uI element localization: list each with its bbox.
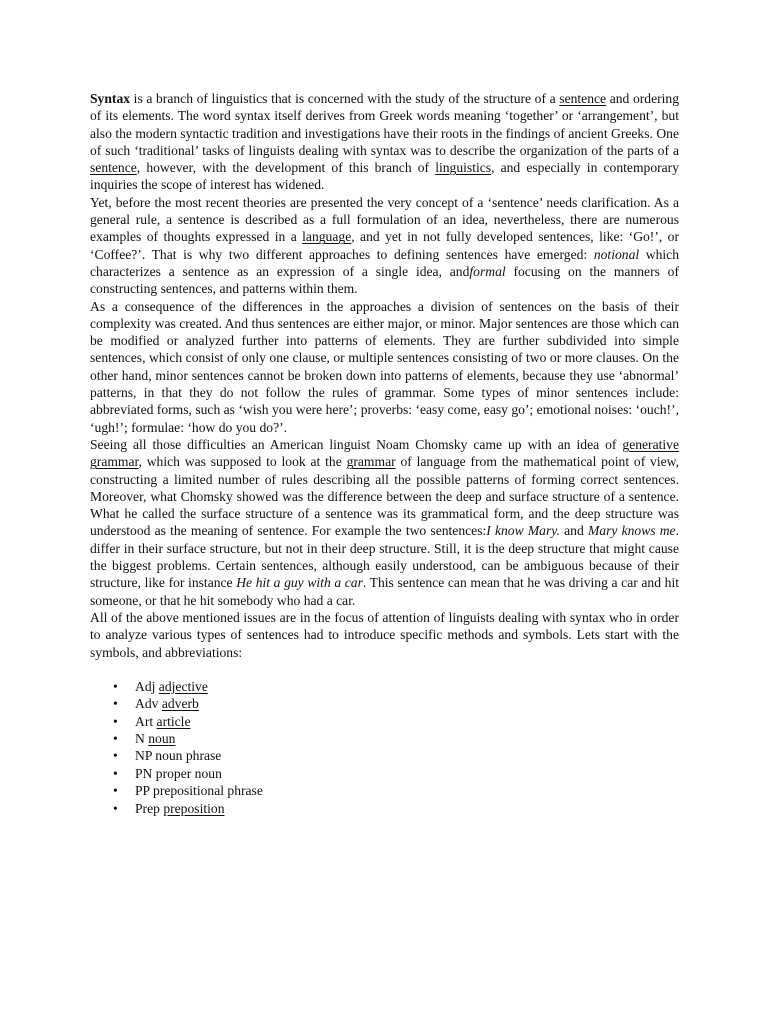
abbreviation: PP (135, 783, 150, 799)
text-run: which characterizes a sentence as an expression of a single idea, and (90, 246, 679, 279)
hyperlink[interactable]: generative grammar (90, 436, 679, 470)
text-run: , which was supposed to look at the (138, 454, 347, 470)
abbreviation: Adj (135, 678, 156, 694)
text-italic: He hit a guy with a car (236, 575, 363, 591)
hyperlink[interactable]: language (302, 229, 352, 245)
hyperlink[interactable]: sentence (559, 91, 607, 106)
term: noun phrase (155, 748, 222, 764)
text-run: of language from the mathematical point of view, constructing a limited number of rules describing all the possible patterns of forming correct sentences. Moreover, what Chomsky showed was the difference between the deep and surface structure of a sentence. What he called the surface structure of a sentence was its grammatical form, and the deep structure was understood as the meaning of sentence. For example the two sentences: (90, 454, 679, 539)
text-run: is a branch of linguistics that is concerned with the study of the structure of a (130, 91, 560, 106)
text-run: All of the above mentioned issues are in the focus of attention of linguists dealing with syntax who in order to analyze various types of sentences had to introduce specific methods and symbols. Lets start with the symbols, and abbreviations: (90, 609, 679, 660)
term-link[interactable]: adverb (161, 696, 199, 712)
term-link[interactable]: preposition (163, 800, 225, 816)
text-run: , and especially in contemporary inquiries the scope of interest has widened. (90, 160, 679, 193)
abbreviation: N (135, 731, 145, 747)
paragraph (90, 436, 679, 609)
list-item (90, 765, 679, 782)
list-item (90, 695, 679, 712)
term-link[interactable]: article (156, 713, 191, 729)
list-item (90, 782, 679, 799)
list-item (90, 730, 679, 747)
abbreviation: NP (135, 748, 152, 764)
text-run: Yet, before the most recent theories are presented the very concept of a ‘sentence’ needs clarification. As a general rule, a sentence is described as a full formulation of an idea, nevertheless, there are numerous examples of thoughts expressed in a (90, 194, 679, 245)
list-item (90, 678, 679, 695)
hyperlink[interactable]: linguistics (435, 160, 492, 176)
text-run: and (559, 523, 588, 539)
text-italic: Mary knows me (587, 523, 676, 539)
term-link[interactable]: noun (148, 731, 176, 747)
list-item (90, 713, 679, 730)
text-run: . This sentence can mean that he was driving a car and hit someone, or that he hit somebody who had a car. (90, 575, 679, 608)
paragraph (90, 609, 679, 661)
abbreviation: Prep (135, 800, 160, 816)
abbreviation-list (90, 678, 679, 817)
text-italic: formal (469, 263, 506, 279)
text-italic: I know Mary. (486, 523, 560, 539)
paragraph (90, 298, 679, 436)
text-run: focusing on the manners of constructing sentences, and patterns within them. (90, 263, 679, 297)
term-bold: Syntax (90, 91, 131, 106)
list-item (90, 800, 679, 817)
hyperlink[interactable]: sentence (90, 160, 137, 176)
abbreviation: Art (135, 713, 154, 729)
text-run: , however, with the development of this branch of (136, 160, 436, 176)
list-item (90, 747, 679, 764)
text-run: As a consequence of the differences in the approaches a division of sentences on the basis of their complexity was created. And thus sentences are either major, or minor. Major sentences are those which can be modified or analyzed further into patterns of elements. They are further subdivided into simple sentences, which consist of only one clause, or multiple sentences consisting of two or more clauses. On the other hand, minor sentences cannot be broken down into patterns of elements, because they use ‘abnormal’ patterns, in that they do not follow the rules of grammar. Some types of minor sentences include: abbreviated forms, such as ‘wish you were here’; proverbs: ‘easy come, easy go’; emotional noises: ‘ouch!’, ‘ugh!’; formulae: ‘how do you do?’. (90, 298, 679, 435)
text-run: , and yet in not fully developed sentences, like: ‘Go!’, or ‘Coffee?’. That is why two different approaches to defining sentences have emerged: (90, 229, 679, 262)
body-text (90, 90, 679, 661)
term: prepositional phrase (153, 783, 263, 799)
term: proper noun (155, 765, 222, 781)
abbreviation: PN (135, 765, 153, 781)
paragraph (90, 194, 679, 298)
text-run: . differ in their surface structure, but not in their deep structure. Still, it is the deep structure that might cause the biggest problems. Certain sentences, although easily understood, can be ambiguous because of their structure, like for instance (90, 523, 679, 591)
hyperlink[interactable]: grammar (346, 454, 396, 470)
paragraph (90, 90, 679, 194)
abbreviation: Adv (135, 696, 159, 712)
text-run: and ordering of its elements. The word syntax itself derives from Greek words meaning ‘together’ or ‘arrangement’, but also the modern syntactic tradition and investigations have their roots in the findings of ancient Greeks. One of such ‘traditional’ tasks of linguists dealing with syntax was to describe the organization of the parts of a (90, 91, 679, 158)
text-run: Seeing all those difficulties an American linguist Noam Chomsky came up with an idea of (90, 436, 623, 452)
document-page (90, 90, 679, 817)
term-link[interactable]: adjective (158, 678, 208, 694)
text-italic: notional (593, 246, 640, 262)
